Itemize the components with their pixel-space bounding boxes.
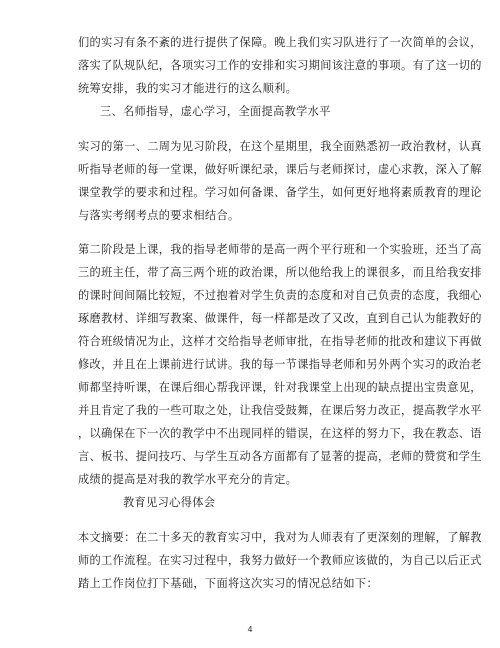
- paragraph-line: 与落实考纲考点的要求相结合。: [78, 209, 240, 222]
- paragraph-line: 落实了队规队纪，各项实习工作的安排和实习期间该注意的事项。有了这一切的: [78, 59, 482, 72]
- paragraph-line: 听指导老师的每一堂课，做好听课纪录，课后与老师探讨，虚心求教，深入了解: [78, 163, 482, 176]
- paragraph-line: 的课时间间隔比较短，不过抱着对学生负责的态度和对自己负责的态度，我细心: [78, 289, 482, 302]
- paragraph-line: 本文摘要：在二十多天的教育实习中，我对为人师表有了更深刻的理解，了解教: [78, 531, 482, 544]
- paragraph-line: 并且肯定了我的一些可取之处，让我信受鼓舞，在课后努力改正，提高教学水平: [78, 404, 482, 417]
- paragraph-line: 师都坚持听课，在课后细心帮我评课，针对我课堂上出现的缺点提出宝贵意见，: [78, 381, 482, 394]
- paragraph-line: 实习的第一、二周为见习阶段，在这个星期里，我全面熟悉初一政治教材，认真: [78, 140, 482, 153]
- paragraph-line: 修改，并且在上课前进行试讲。我的每一节课指导老师和另外两个实习的政治老: [78, 358, 482, 371]
- paragraph-line: 三的班主任，带了高三两个班的政治课，所以他给我上的课很多，而且给我安排: [78, 266, 482, 279]
- paragraph-line: ，以确保在下一次的教学中不出现同样的错误，在这样的努力下，我在教态、语: [78, 427, 482, 440]
- paragraph-line: 们的实习有条不紊的进行提供了保障。晚上我们实习队进行了一次简单的会议，: [78, 36, 482, 49]
- paragraph-line: 统筹安排，我的实习才能进行的这么顺利。: [78, 82, 298, 95]
- page-number: 4: [247, 625, 253, 634]
- paragraph-line: 师的工作流程。在实习过程中，我努力做好一个教师应该做的，为自己以后正式: [78, 554, 482, 567]
- paragraph-line: 课堂教学的要求和过程。学习如何备课、备学生，如何更好地将素质教育的理论: [78, 186, 482, 199]
- article-title: 教育见习心得体会: [123, 496, 216, 509]
- paragraph-line: 踏上工作岗位打下基础，下面将这次实习的情况总结如下：: [78, 577, 378, 590]
- paragraph-line: 言、板书、提问技巧、与学生互动各方面都有了显著的提高，老师的赞赏和学生: [78, 450, 482, 463]
- paragraph-line: 第二阶段是上课，我的指导老师带的是高一两个平行班和一个实验班，还当了高: [78, 243, 482, 256]
- paragraph-line: 成绩的提高是对我的教学水平充分的肯定。: [78, 473, 298, 486]
- section-heading: 三、名师指导，虚心学习，全面提高教学水平: [100, 105, 331, 118]
- paragraph-line: 琢磨教材、详细写教案、做课件，每一样都是改了又改，直到自己认为能教好的: [78, 312, 482, 325]
- paragraph-line: 符合班级情况为止，这样才交给指导老师审批，在指导老师的批改和建议下再做: [78, 335, 482, 348]
